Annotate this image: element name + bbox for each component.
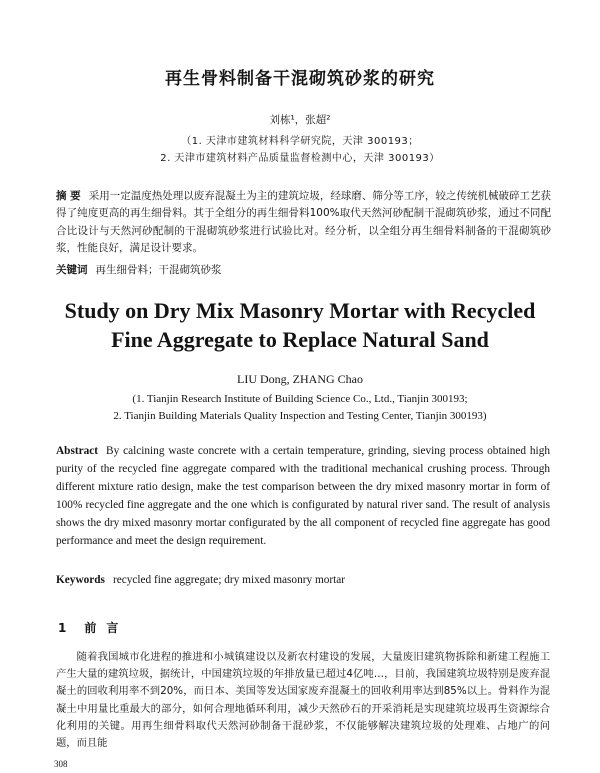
chinese-keywords-text: 再生细骨料；干混砌筑砂浆 — [95, 264, 222, 276]
section-title: 前言 — [84, 621, 129, 635]
chinese-affiliation-2: 2. 天津市建筑材料产品质量监督检测中心，天津 300193） — [160, 153, 440, 164]
section-number: 1 — [58, 621, 67, 635]
english-affiliation-1: (1. Tianjin Research Institute of Building Science Co., Ltd., Tianjin 300193; — [132, 393, 468, 405]
english-abstract — [56, 443, 550, 550]
section-heading — [58, 619, 128, 636]
page-number: 308 — [54, 759, 68, 769]
chinese-keywords-label: 关键词 — [56, 264, 88, 276]
english-authors: LIU Dong, ZHANG Chao — [237, 372, 363, 386]
english-keywords — [56, 574, 345, 586]
english-abstract-text: By calcining waste concrete with a certain temperature, grinding, sieving process obtained high purity of the recycled fine aggregate compared with the traditional mechanical crushing process. Through different mixture ratio design, make the test comparison between the dry mixed masonry mortar in form of 100% recycled fine aggregate and the one which is configurated by natural river sand. The result of analysis shows the dry mixed masonry mortar configurated by the all component of recycled fine aggregate has good performance and meet the design requirement. — [56, 445, 550, 547]
english-title-line-1: Study on Dry Mix Masonry Mortar with Recycled — [64, 298, 536, 323]
chinese-authors: 刘栋¹，张超² — [269, 114, 331, 126]
chinese-abstract-label: 摘 要 — [56, 190, 81, 202]
chinese-title: 再生骨料制备干混砌筑砂浆的研究 — [165, 69, 435, 89]
section-body: 随着我国城市化进程的推进和小城镇建设以及新农村建设的发展，大量废旧建筑物拆除和新建工程施工产生大量的建筑垃圾，据统计，中国建筑垃圾的年排放量已超过4亿吨…，目前，我国建筑垃圾特别是废弃混凝土的回收利用率不到20%，而日本、美国等发达国家废弃混凝土的回收利用率达到85%以上。骨料作为混凝土中用量比重最大的部分，如何合理地循环利用，减少天然砂石的开采消耗是实现建筑垃圾再生资源综合化利用的关键。用再生细骨料取代天然河砂制备干混砂浆，不仅能够解决建筑垃圾的处理难、占地广的问题，而且能 — [56, 651, 550, 750]
english-affiliation-2: 2. Tianjin Building Materials Quality Inspection and Testing Center, Tianjin 300193) — [113, 410, 487, 422]
english-title-line-2: Fine Aggregate to Replace Natural Sand — [111, 327, 489, 352]
chinese-keywords — [56, 262, 222, 277]
chinese-abstract-text: 采用一定温度热处理以废弃混凝土为主的建筑垃圾，经球磨、筛分等工序，较之传统机械破碎工艺获得了纯度更高的再生细骨料。其于全组分的再生细骨料100%取代天然河砂配制干混砌筑砂浆，通过不同配合比设计与天然河砂配制的干混砌筑砂浆进行试验比对。经分析，以全组分再生细骨料制备的干混砌筑砂浆，性能良好，满足设计要求。 — [56, 190, 552, 255]
english-keywords-text: recycled fine aggregate; dry mixed masonry mortar — [112, 574, 346, 586]
english-title — [0, 296, 600, 354]
chinese-affiliation-1: （1. 天津市建筑材料科学研究院，天津 300193； — [181, 136, 419, 147]
chinese-abstract — [56, 188, 551, 258]
english-abstract-label: Abstract — [56, 445, 99, 457]
english-keywords-label: Keywords — [56, 574, 105, 586]
